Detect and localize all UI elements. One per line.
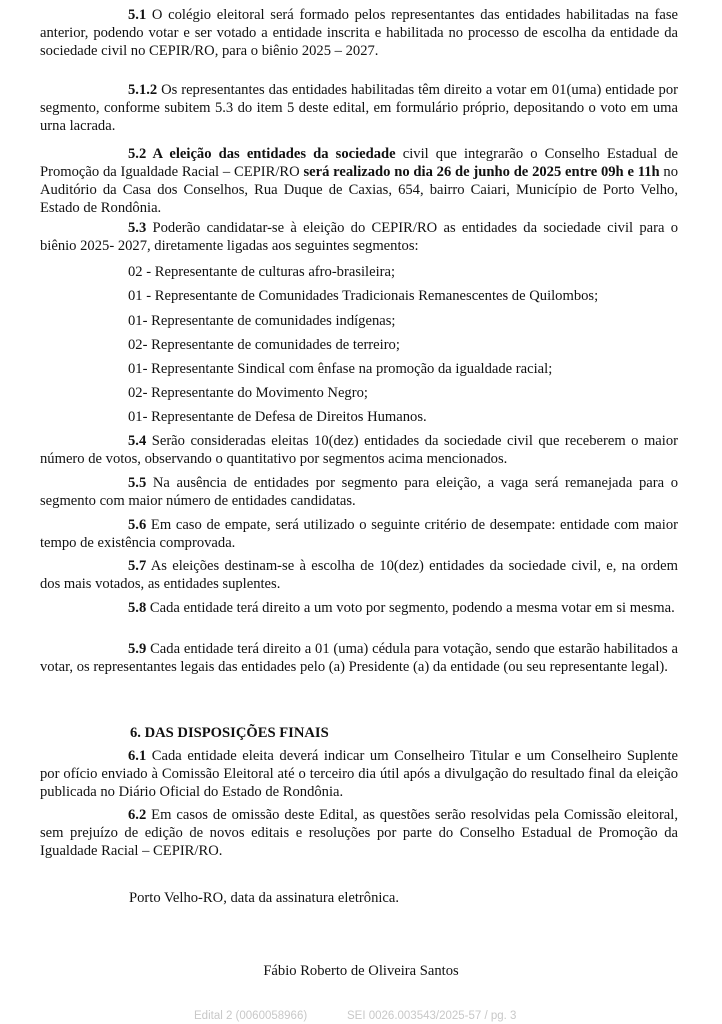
paragraph-6-1 xyxy=(40,747,678,801)
segment-item: 02- Representante de comunidades de terreiro; xyxy=(128,337,400,353)
item-number: 5.5 xyxy=(128,475,147,491)
paragraph-5-6 xyxy=(40,516,678,552)
paragraph-text: Os representantes das entidades habilitadas têm direito a votar em 01(uma) entidade por segmento, conforme subitem 5.3 do item 5 deste edital, em formulário próprio, depositando o voto em uma urna lacrada. xyxy=(40,82,678,134)
paragraph-6-2 xyxy=(40,806,678,860)
segment-item: 01- Representante de Defesa de Direitos Humanos. xyxy=(128,409,427,425)
paragraph-text: O colégio eleitoral será formado pelos representantes das entidades habilitadas na fase anterior, podendo votar e ser votado a entidade inscrita e habilitada no processo de escolha da entidade da sociedade civil no CEPIR/RO, para o biênio 2025 – 2027. xyxy=(40,7,678,59)
paragraph-5-4 xyxy=(40,432,678,468)
segment-item: 02 - Representante de culturas afro-brasileira; xyxy=(128,264,396,280)
paragraph-5-9 xyxy=(40,640,678,676)
segment-item: 01 - Representante de Comunidades Tradicionais Remanescentes de Quilombos; xyxy=(128,288,599,304)
paragraph-5-1 xyxy=(40,6,678,60)
section-heading: 6. DAS DISPOSIÇÕES FINAIS xyxy=(130,725,329,741)
item-number: 5.1 xyxy=(128,7,147,23)
paragraph-text: Na ausência de entidades por segmento para eleição, a vaga será remanejada para o segmento com maior número de entidades candidatas. xyxy=(40,475,678,509)
paragraph-text: Em casos de omissão deste Edital, as questões serão resolvidas pela Comissão eleitoral, sem prejuízo de edição de novos editais e resoluções por parte do Conselho Estadual de Promoção da Igualdade Racial – CEPIR/RO. xyxy=(40,807,678,859)
paragraph-text: Cada entidade eleita deverá indicar um Conselheiro Titular e um Conselheiro Suplente por ofício enviado à Comissão Eleitoral até o terceiro dia útil após a divulgação do resultado final da eleição publicada no Diário Oficial do Estado de Rondônia. xyxy=(40,748,678,800)
paragraph-text: Cada entidade terá direito a 01 (uma) cédula para votação, sendo que estarão habilitados a votar, os representantes legais das entidades pelo (a) Presidente (a) da entidade (ou seu representante legal). xyxy=(40,641,678,675)
paragraph-text: As eleições destinam-se à escolha de 10(dez) entidades da sociedade civil, e, na ordem dos mais votados, as entidades suplentes. xyxy=(40,558,678,592)
item-number: 6.1 xyxy=(128,748,147,764)
paragraph-5-7 xyxy=(40,557,678,593)
paragraph-bold-text: será realizado no dia 26 de junho de 2025 entre 09h e 11h xyxy=(303,164,660,180)
paragraph-text: Cada entidade terá direito a um voto por segmento, podendo a mesma votar em si mesma. xyxy=(146,600,675,616)
item-number: 5.3 xyxy=(128,220,147,236)
paragraph-text: civil que integrarão o Conselho Estadual de Promoção da Igualdade Racial – CEPIR/RO xyxy=(40,146,679,180)
paragraph-text: Serão consideradas eleitas 10(dez) entidades da sociedade civil que receberem o maior número de votos, observando o quantitativo por segmentos acima mencionados. xyxy=(40,433,678,467)
paragraph-5-8 xyxy=(40,599,678,617)
sei-reference: SEI 0026.003543/2025-57 / pg. 3 xyxy=(347,1010,517,1022)
item-number: 5.7 xyxy=(128,558,147,574)
signatory-name: Fábio Roberto de Oliveira Santos xyxy=(263,963,459,979)
place-date: Porto Velho-RO, data da assinatura eletrônica. xyxy=(129,890,400,906)
paragraph-5-1-2 xyxy=(40,81,678,135)
item-number: 5.1.2 xyxy=(128,82,158,98)
item-number: 5.6 xyxy=(128,517,147,533)
item-number-bold: 5.2 A eleição das entidades da sociedade xyxy=(128,146,396,162)
paragraph-text: Em caso de empate, será utilizado o seguinte critério de desempate: entidade com maior tempo de existência comprovada. xyxy=(40,517,678,551)
segment-item: 02- Representante do Movimento Negro; xyxy=(128,385,368,401)
document-reference: Edital 2 (0060058966) xyxy=(194,1010,308,1022)
item-number: 5.8 xyxy=(128,600,147,616)
segment-item: 01- Representante Sindical com ênfase na promoção da igualdade racial; xyxy=(128,361,553,377)
paragraph-5-3 xyxy=(40,219,678,255)
paragraph-text: no Auditório da Casa dos Conselhos, Rua Duque de Caxias, 654, bairro Caiari, Município de Porto Velho, Estado de Rondônia. xyxy=(40,164,678,216)
paragraph-5-2 xyxy=(40,145,678,217)
item-number: 5.4 xyxy=(128,433,147,449)
paragraph-5-5 xyxy=(40,474,678,510)
paragraph-text: Poderão candidatar-se à eleição do CEPIR/RO as entidades da sociedade civil para o biênio 2025- 2027, diretamente ligadas aos seguintes segmentos: xyxy=(40,220,678,254)
segment-item: 01- Representante de comunidades indígenas; xyxy=(128,313,396,329)
item-number: 5.9 xyxy=(128,641,147,657)
item-number: 6.2 xyxy=(128,807,147,823)
